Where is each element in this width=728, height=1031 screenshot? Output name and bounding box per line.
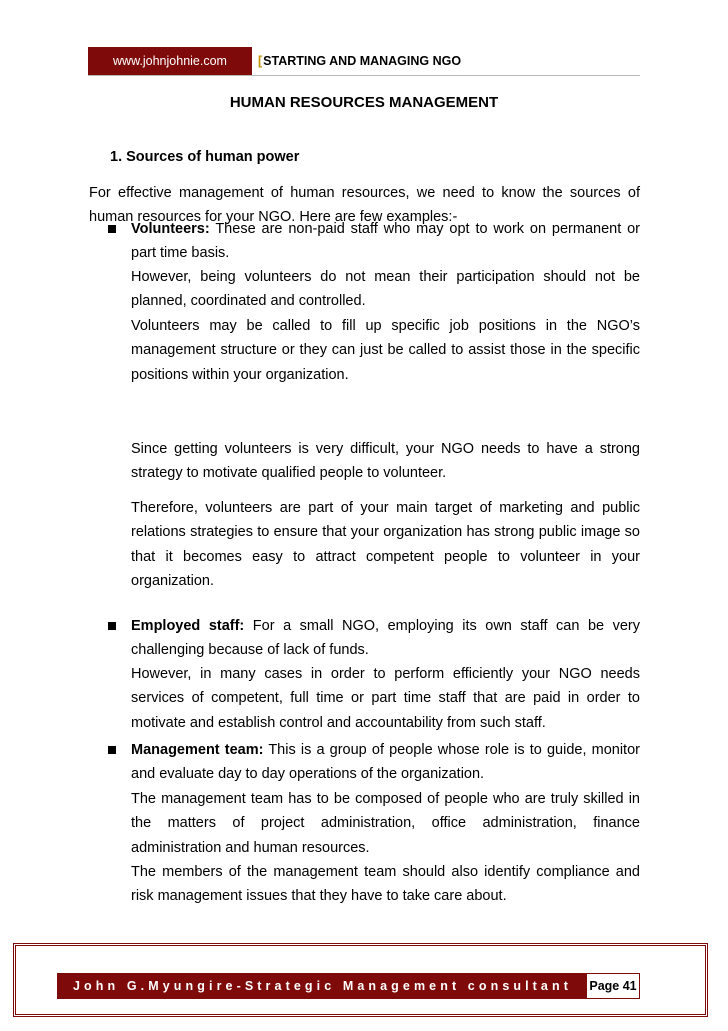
employed-text-1: For a small NGO, employing its own staff can be very challenging because of lack of funds.	[131, 618, 640, 659]
bullet-icon	[108, 746, 116, 754]
management-text-3: The members of the management team should also identify compliance and risk management issues that they have to take care about.	[131, 864, 640, 905]
page-number: Page 41	[589, 979, 637, 993]
intro-paragraph: For effective management of human resources, we need to know the sources of human resources for your NGO. Here are few examples:-	[89, 185, 640, 226]
volunteers-label: Volunteers:	[131, 221, 210, 237]
bullet-icon	[108, 225, 116, 233]
header-website: www.johnjohnie.com	[88, 47, 252, 75]
header-divider	[88, 75, 640, 76]
volunteers-text-1: These are non-paid staff who may opt to work on permanent or part time basis.	[131, 221, 640, 262]
volunteers-text-5: Therefore, volunteers are part of your main target of marketing and public relations strategies to ensure that your organization has strong public image so that it becomes easy to attract competent people to volunteer in your organization.	[131, 500, 640, 589]
bullet-icon	[108, 622, 116, 630]
management-label: Management team:	[131, 742, 264, 758]
volunteers-text-4: Since getting volunteers is very difficult, your NGO needs to have a strong strategy to motivate qualified people to volunteer.	[131, 441, 640, 482]
volunteers-text-2: However, being volunteers do not mean their participation should not be planned, coordinated and controlled.	[131, 269, 640, 310]
employed-text-2: However, in many cases in order to perform efficiently your NGO needs services of competent, full time or part time staff that are paid in order to motivate and establish control and accountability from such staff.	[131, 666, 640, 731]
employed-paragraph	[131, 614, 640, 663]
employed-label: Employed staff:	[131, 618, 245, 634]
section-heading: 1. Sources of human power	[110, 149, 300, 165]
header-bracket: [	[258, 54, 263, 68]
management-text-2: The management team has to be composed of people who are truly skilled in the matters of project administration, office administration, finance administration and human resources.	[131, 791, 640, 856]
volunteers-paragraph	[131, 217, 640, 266]
header-doc-title	[258, 47, 461, 75]
management-text-1: This is a group of people whose role is to guide, monitor and evaluate day to day operations of the organization.	[131, 742, 640, 783]
page-title: HUMAN RESOURCES MANAGEMENT	[229, 94, 499, 111]
volunteers-text-3: Volunteers may be called to fill up specific job positions in the NGO’s management structure or they can just be called to assist those in the specific positions within your organization.	[131, 318, 640, 383]
header-doc-title-text: STARTING AND MANAGING NGO	[263, 54, 462, 68]
footer-author: John G.Myungire-Strategic Management consultant	[73, 979, 572, 993]
management-paragraph	[131, 738, 640, 787]
